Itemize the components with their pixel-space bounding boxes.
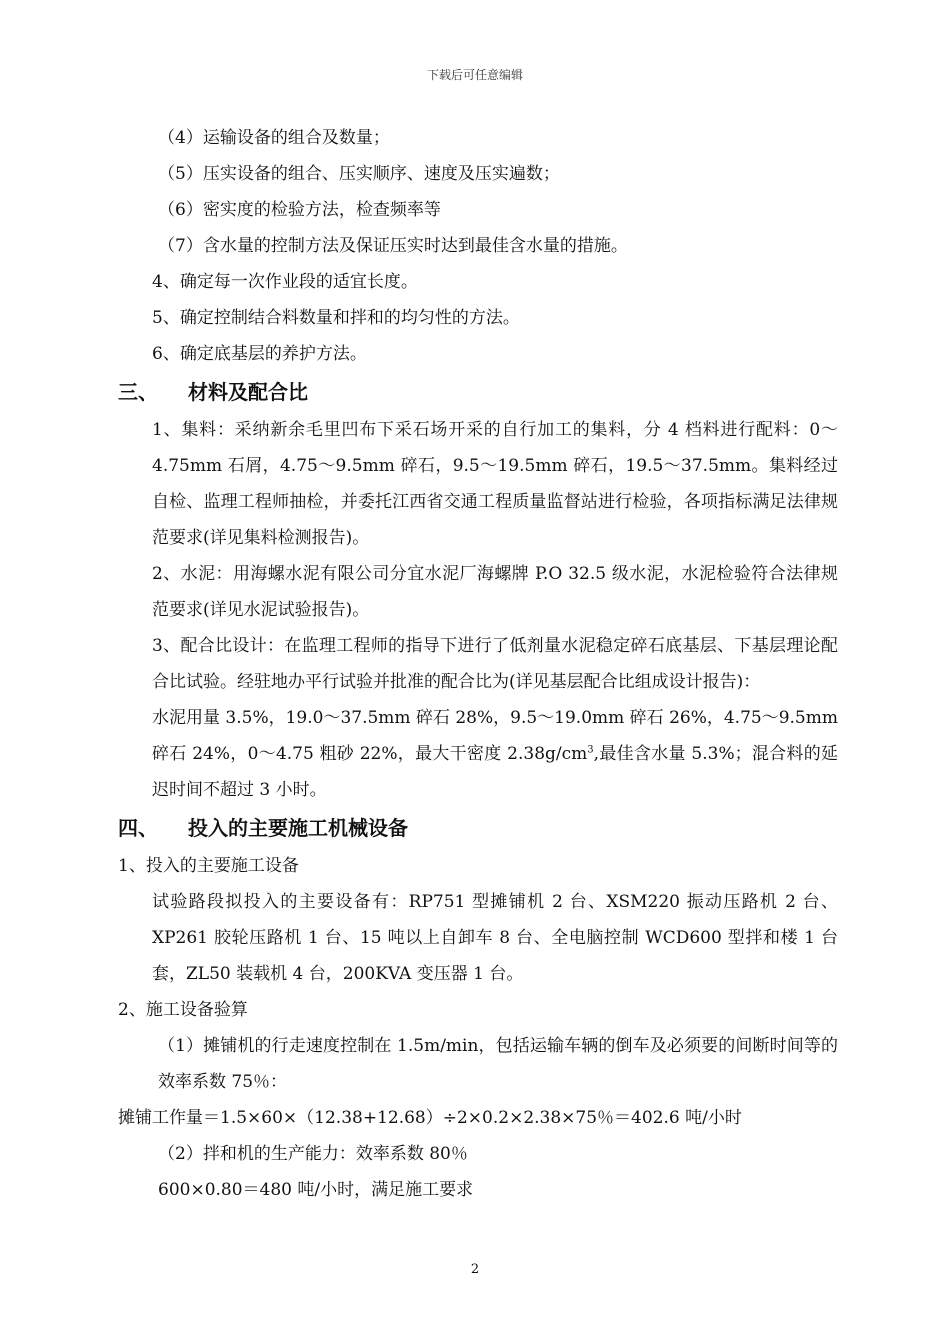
- paragraph: 3、配合比设计：在监理工程师的指导下进行了低剂量水泥稳定碎石底基层、下基层理论配合比试验。经驻地办平行试验并批准的配合比为(详见基层配合比组成设计报告)：: [152, 636, 838, 692]
- list-item: （4）运输设备的组合及数量；: [158, 128, 390, 148]
- paragraph: 1、集料：采纳新余毛里凹布下采石场开采的自行加工的集料，分 4 档料进行配料：0～4.75mm 石屑，4.75～9.5mm 碎石，9.5～19.5mm 碎石，19.5～37.5mm。集料经过自检、监理工程师抽检，并委托江西省交通工程质量监督站进行检验，各项指标满足法律规范要求(详见集料检测报告)。: [152, 420, 838, 548]
- mix-ratio-text: 水泥用量 3.5%，19.0～37.5mm 碎石 28%，9.5～19.0mm 碎石 26%，4.75～9.5mm 碎石 24%，0～4.75 粗砂 22%，最大干密度 2.38g/cm: [152, 708, 838, 764]
- list-item: （7）含水量的控制方法及保证压实时达到最佳含水量的措施。: [158, 236, 628, 256]
- section-heading-3: [118, 372, 838, 412]
- formula: 摊铺工作量＝1.5×60×（12.38+12.68）÷2×0.2×2.38×75％＝402.6 吨/小时: [118, 1108, 742, 1128]
- list-item: 6、确定底基层的养护方法。: [152, 344, 367, 364]
- subheading: 2、施工设备验算: [118, 1000, 248, 1020]
- page-number: 2: [470, 1262, 480, 1277]
- section-title: 材料及配合比: [188, 380, 308, 404]
- paragraph: 试验路段拟投入的主要设备有：RP751 型摊铺机 2 台、XSM220 振动压路机 2 台、XP261 胶轮压路机 1 台、15 吨以上自卸车 8 台、全电脑控制 WCD600 型拌和楼 1 台套，ZL50 装载机 4 台，200KVA 变压器 1 台。: [152, 892, 838, 984]
- list-item: （5）压实设备的组合、压实顺序、速度及压实遍数；: [158, 164, 560, 184]
- section-heading-4: [118, 808, 838, 848]
- paragraph: （1）摊铺机的行走速度控制在 1.5m/min，包括运输车辆的倒车及必须要的间断时间等的效率系数 75％：: [158, 1036, 838, 1092]
- list-item: （6）密实度的检验方法，检查频率等: [158, 200, 441, 220]
- paragraph: 2、水泥：用海螺水泥有限公司分宜水泥厂海螺牌 P.O 32.5 级水泥，水泥检验符合法律规范要求(详见水泥试验报告)。: [152, 564, 838, 620]
- document-body: [118, 120, 838, 1208]
- subheading: 1、投入的主要施工设备: [118, 856, 299, 876]
- page-header: 下载后可任意编辑: [426, 68, 523, 82]
- section-number: 三、: [118, 380, 158, 404]
- superscript: 3: [587, 744, 594, 756]
- list-item: 4、确定每一次作业段的适宜长度。: [152, 272, 418, 292]
- section-title: 投入的主要施工机械设备: [188, 816, 408, 840]
- mix-ratio-text-tail: ,最佳含水量 5.3%；混合料的延迟时间不超过 3 小时。: [152, 744, 838, 800]
- section-number: 四、: [118, 816, 158, 840]
- paragraph: [118, 700, 838, 808]
- paragraph: （2）拌和机的生产能力：效率系数 80％: [158, 1144, 468, 1164]
- list-item: 5、确定控制结合料数量和拌和的均匀性的方法。: [152, 308, 520, 328]
- formula: 600×0.80＝480 吨/小时，满足施工要求: [158, 1180, 474, 1200]
